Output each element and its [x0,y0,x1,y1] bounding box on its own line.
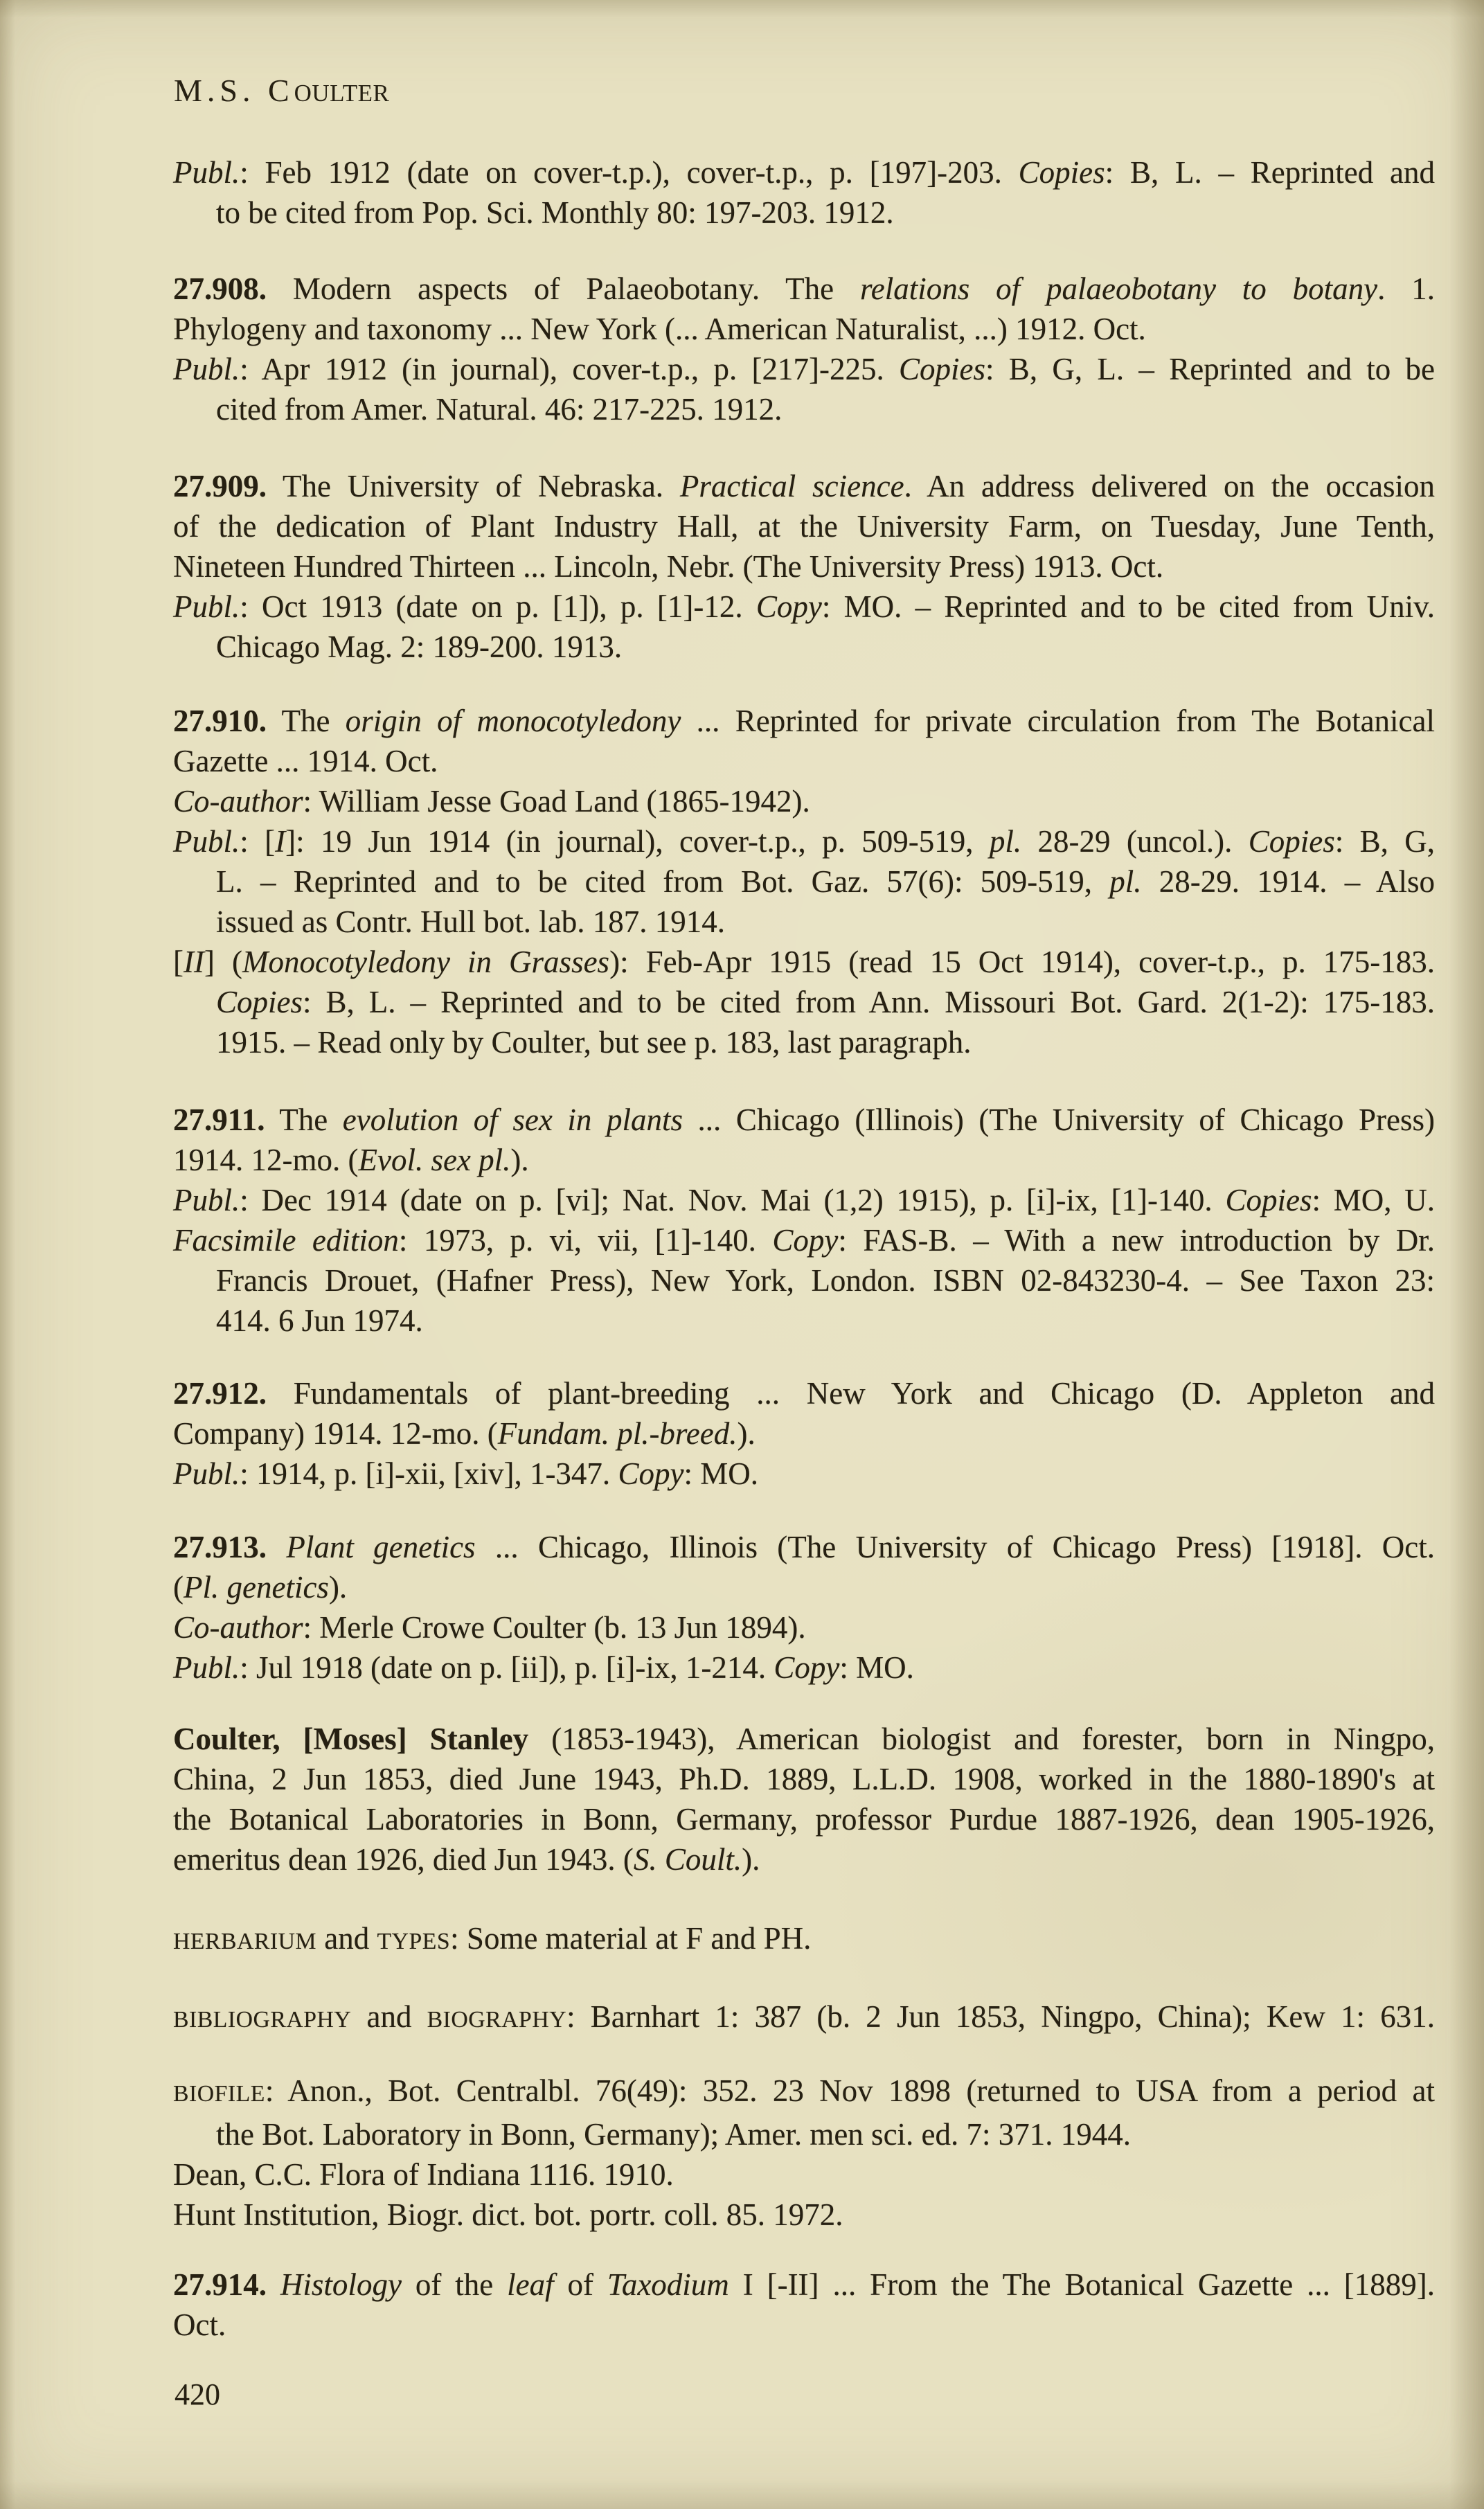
text-run: (1853-1943), American biologist and forester, born in Ningpo, [528,1722,1435,1756]
text-run: Phylogeny and taxonomy ... New York (... American Naturalist, ...) 1912. Oct. [173,312,1146,346]
text-line [173,309,1435,349]
text-line [173,1100,1435,1140]
text-run: 1914. 12-mo. ( [173,1143,359,1177]
text-run: : B, L. – Reprinted and to be cited from Ann. Missouri Bot. Gard. 2(1-2): 175-183. [303,985,1435,1019]
biofile [173,2071,1435,2235]
text-run: : Oct 1913 (date on p. [1]), p. [1]-12. [240,589,756,624]
text-run: 27.908. [173,271,267,306]
text-line [173,1567,1435,1607]
text-run: to be cited from Pop. Sci. Monthly 80: 197-203. 1912. [216,195,894,230]
text-line [173,1719,1435,1759]
text-line [173,982,1435,1022]
text-run: pl. [989,824,1022,859]
text-run: BIOFILE [173,2081,265,2107]
text-line [173,506,1435,546]
text-line [173,466,1435,506]
text-line [173,821,1435,861]
text-run: ]: 19 Jun 1914 (in journal), cover-t.p., p. 509-519, [285,824,990,859]
text-run: Nineteen Hundred Thirteen ... Lincoln, Nebr. (The University Press) 1913. Oct. [173,549,1164,584]
text-run: OULTER [294,80,390,107]
text-run: : MO. [839,1650,914,1685]
text-line [173,781,1435,821]
text-line [173,2305,1435,2345]
text-run: Copies [1225,1183,1312,1217]
text-run: 27.909. [173,469,267,503]
text-run: Coulter, [Moses] Stanley [173,1722,529,1756]
text-body [173,0,1435,2509]
coulter-stanley-biography [173,1719,1435,1879]
text-run: . An address delivered on the occasion [904,469,1435,503]
text-line [173,1799,1435,1839]
text-line [173,861,1435,902]
text-run: : Dec 1914 (date on p. [vi]; Nat. Nov. Mai (1,2) 1915), p. [i]-ix, [1]-140. [240,1183,1226,1217]
text-run: 414. 6 Jun 1974. [216,1303,423,1338]
text-run: ): Feb-Apr 1915 (read 15 Oct 1914), cover-t.p., p. 175-183. [609,945,1435,979]
text-run: the Bot. Laboratory in Bonn, Germany); Amer. men sci. ed. 7: 371. 1944. [216,2117,1132,2152]
text-run: ). [328,1570,348,1605]
text-run: 27.911. [173,1102,265,1137]
text-line [173,152,1435,193]
text-run: ] ( [204,945,243,979]
text-line [173,1413,1435,1454]
text-line [173,2195,1435,2235]
text-run: : Anon., Bot. Centralbl. 76(49): 352. 23 Nov 1898 (returned to USA from a period at [265,2073,1435,2108]
text-run: Publ. [173,824,240,859]
text-run: Publ. [173,155,240,190]
text-line [173,741,1435,781]
text-run: Plant genetics [286,1530,476,1564]
text-run: China, 2 Jun 1853, died June 1943, Ph.D. 1889, L.L.D. 1908, worked in the 1880-1890's at [173,1762,1435,1796]
text-run: BIOGRAPHY [427,2007,567,2033]
text-run: : MO. [683,1456,758,1491]
text-line [173,389,1435,429]
text-run: pl. [1109,864,1142,899]
text-run: : B, G, L. – Reprinted and to be [985,352,1435,386]
text-run: Copies [1248,824,1335,859]
text-line [173,1180,1435,1220]
text-run: Practical science [679,469,904,503]
text-run: Dean, C.C. Flora of Indiana 1116. 1910. [173,2157,674,2192]
text-run: Chicago Mag. 2: 189-200. 1913. [216,630,623,664]
text-run: Copy [774,1650,840,1685]
text-run: Histology [280,2267,402,2302]
text-run: emeritus dean 1926, died Jun 1943. ( [173,1842,634,1877]
text-line [173,1220,1435,1260]
text-line [173,2114,1435,2154]
text-run: : William Jesse Goad Land (1865-1942). [303,784,810,819]
text-line [173,587,1435,627]
text-line [173,349,1435,389]
text-run: and [316,1921,377,1956]
text-run: evolution of sex in plants [342,1102,683,1137]
text-run: origin of monocotyledony [345,704,681,738]
text-run: Modern aspects of Palaeobotany. The [267,271,860,306]
text-run: Publ. [173,1183,240,1217]
text-line [173,1759,1435,1799]
text-run: : Some material at F and PH. [450,1921,812,1956]
text-run: Hunt Institution, Biogr. dict. bot. portr. coll. 85. 1972. [173,2197,843,2232]
text-run: Co-author [173,784,303,819]
page-number: 420 [175,2377,220,2411]
text-run: 28-29. 1914. – Also [1141,864,1436,899]
text-run: Co-author [173,1610,303,1645]
text-run: Copy [618,1456,684,1491]
text-run: Copy [772,1223,839,1258]
text-line [173,1997,1435,2040]
text-line [173,1260,1435,1301]
text-run: 1915. – Read only by Coulter, but see p. 183, last paragraph. [216,1025,972,1060]
text-run: [ [173,945,184,979]
text-run: the Botanical Laboratories in Bonn, Germany, professor Purdue 1887-1926, dean 1905-1926, [173,1802,1435,1837]
entry-27907-publ-continuation [173,152,1435,233]
text-run: II [184,945,204,979]
text-run: The [267,704,346,738]
text-run: and [351,1999,427,2034]
text-run: Publ. [173,1650,240,1685]
text-run: M.S. C [174,73,294,108]
text-run: I [-II] ... From the The Botanical Gazette ... [1889]. [728,2267,1436,2302]
text-run: of the dedication of Plant Industry Hall, at the University Farm, on Tuesday, June Tenth, [173,509,1435,544]
entry-27914 [173,2265,1435,2345]
text-run: Gazette ... 1914. Oct. [173,744,438,778]
bibliography-and-biography [173,1997,1435,2040]
text-run: relations of palaeobotany to botany [859,271,1378,306]
text-line [173,2265,1435,2305]
text-run: : Barnhart 1: 387 (b. 2 Jun 1853, Ningpo, China); Kew 1: 631. [566,1999,1435,2034]
text-run: TYPES [377,1929,451,1954]
text-run: 27.913. [173,1530,267,1564]
text-run: 28-29 (uncol.). [1021,824,1249,859]
text-run: : Merle Crowe Coulter (b. 13 Jun 1894). [303,1610,806,1645]
entry-27910 [173,701,1435,1062]
entry-27908 [173,269,1435,429]
text-run: 27.914. [173,2267,267,2302]
text-run: BIBLIOGRAPHY [173,2007,352,2033]
text-run: The [265,1102,343,1137]
text-run: : FAS-B. – With a new introduction by Dr. [838,1223,1435,1258]
text-line [173,2071,1435,2114]
text-run: Company) 1914. 12-mo. ( [173,1416,498,1451]
text-run: : MO, U. [1312,1183,1436,1217]
text-run: of [553,2267,607,2302]
text-run: : Feb 1912 (date on cover-t.p.), cover-t.p., p. [197]-203. [240,155,1019,190]
text-run: ( [173,1570,184,1605]
text-line [173,1607,1435,1648]
text-line [173,902,1435,942]
text-line [173,701,1435,741]
text-line [173,1022,1435,1062]
text-line [173,1527,1435,1567]
text-run: : 1973, p. vi, vii, [1]-140. [398,1223,773,1258]
text-run: Evol. sex pl. [358,1143,511,1177]
text-run: L. – Reprinted and to be cited from Bot. Gaz. 57(6): 509-519, [216,864,1110,899]
text-line [173,193,1435,233]
text-run: 27.910. [173,704,267,738]
text-run [267,2267,280,2302]
text-run: Francis Drouet, (Hafner Press), New York, London. ISBN 02-843230-4. – See Taxon 23: [216,1263,1435,1298]
text-line [173,546,1435,587]
text-line [173,1454,1435,1494]
text-line [173,1648,1435,1688]
text-run: : Apr 1912 (in journal), cover-t.p., p. [217]-225. [240,352,899,386]
text-run: : Jul 1918 (date on p. [ii]), p. [i]-ix, 1-214. [240,1650,774,1685]
text-line [173,1140,1435,1180]
text-run: Publ. [173,1456,240,1491]
text-run: ... Chicago (Illinois) (The University of Chicago Press) [682,1102,1435,1137]
text-run: ... Chicago, Illinois (The University of Chicago Press) [1918]. Oct. [475,1530,1436,1564]
text-run: : B, L. – Reprinted and [1105,155,1435,190]
text-line [173,2154,1435,2195]
text-run: Publ. [173,352,240,386]
text-run: : B, G, [1334,824,1435,859]
entry-27912 [173,1373,1435,1494]
text-run: Oct. [173,2307,226,2342]
text-run: 27.912. [173,1376,267,1411]
text-run: Copies [1018,155,1105,190]
text-run [267,1530,286,1564]
text-run: ). [742,1842,760,1877]
text-line [173,942,1435,982]
text-run: cited from Amer. Natural. 46: 217-225. 1912. [216,392,783,427]
entry-27913 [173,1527,1435,1688]
text-run: . 1. [1377,271,1435,306]
text-run: Publ. [173,589,240,624]
text-line [173,269,1435,309]
text-run: HERBARIUM [173,1929,317,1954]
text-run: Copy [756,589,822,624]
text-run: : [ [240,824,276,859]
text-run: Fundam. pl.-breed. [497,1416,737,1451]
text-run: : 1914, p. [i]-xii, [xiv], 1-347. [240,1456,618,1491]
text-run: ... Reprinted for private circulation from The Botanical [681,704,1435,738]
text-run: : MO. – Reprinted and to be cited from Univ. [821,589,1435,624]
text-run: The University of Nebraska. [267,469,680,503]
text-run: Pl. genetics [184,1570,329,1605]
text-run: ). [737,1416,756,1451]
text-run: Fundamentals of plant-breeding ... New York and Chicago (D. Appleton and [267,1376,1435,1411]
text-line [173,1373,1435,1413]
herbarium-and-types [173,1918,1435,1962]
text-run: Copies [216,985,303,1019]
text-run: S. Coult. [633,1842,742,1877]
text-run: issued as Contr. Hull bot. lab. 187. 1914. [216,904,725,939]
text-run: I [275,824,286,859]
text-run: Facsimile edition [173,1223,399,1258]
text-line [173,627,1435,667]
text-run: of the [401,2267,508,2302]
text-run: leaf [507,2267,554,2302]
text-run: Monocotyledony in Grasses [242,945,610,979]
text-run: ). [510,1143,529,1177]
text-line [173,1839,1435,1879]
text-run: Taxodium [607,2267,729,2302]
text-line [173,1918,1435,1962]
text-run: Copies [899,352,986,386]
text-line [173,1301,1435,1341]
entry-27909 [173,466,1435,667]
entry-27911 [173,1100,1435,1341]
